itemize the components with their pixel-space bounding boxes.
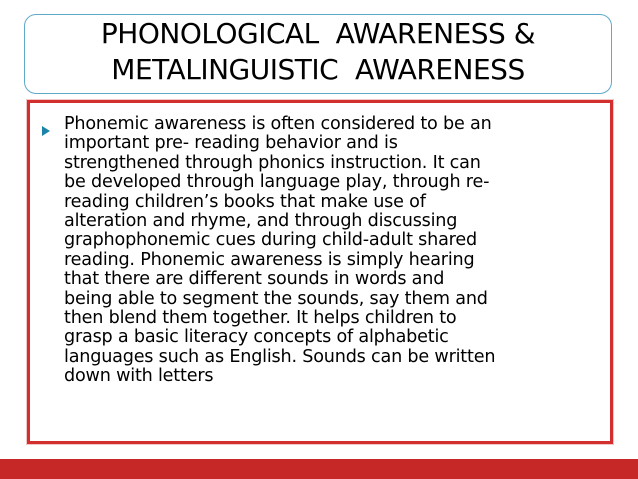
body-line: alteration and rhyme, and through discussing (64, 211, 458, 232)
body-line: down with letters (64, 366, 214, 387)
body-line: Phonemic awareness is often considered to be an (64, 114, 492, 134)
body-line: being able to segment the sounds, say them and (64, 288, 488, 309)
body-line: that there are different sounds in words and (64, 269, 445, 290)
body-line: reading. Phonemic awareness is simply hearing (64, 249, 475, 270)
body-line: languages such as English. Sounds can be written (64, 346, 496, 367)
title-line: METALINGUISTIC AWARENESS (111, 53, 525, 86)
body-line: grasp a basic literacy concepts of alphabetic (64, 327, 449, 348)
body-line: be developed through language play, through re- (64, 172, 490, 193)
body-line: graphophonemic cues during child-adult shared (64, 230, 477, 251)
bullet-text (64, 115, 604, 387)
slide-title (24, 14, 612, 94)
body-line: then blend them together. It helps children to (64, 308, 457, 329)
title-line: PHONOLOGICAL AWARENESS & (100, 17, 536, 50)
body-line: strengthened through phonics instruction. It can (64, 152, 481, 173)
body-line: important pre- reading behavior and is (64, 133, 398, 154)
triangle-bullet-icon (42, 126, 50, 136)
body-line: reading children’s books that make use of (64, 191, 426, 212)
bottom-band (0, 459, 638, 479)
